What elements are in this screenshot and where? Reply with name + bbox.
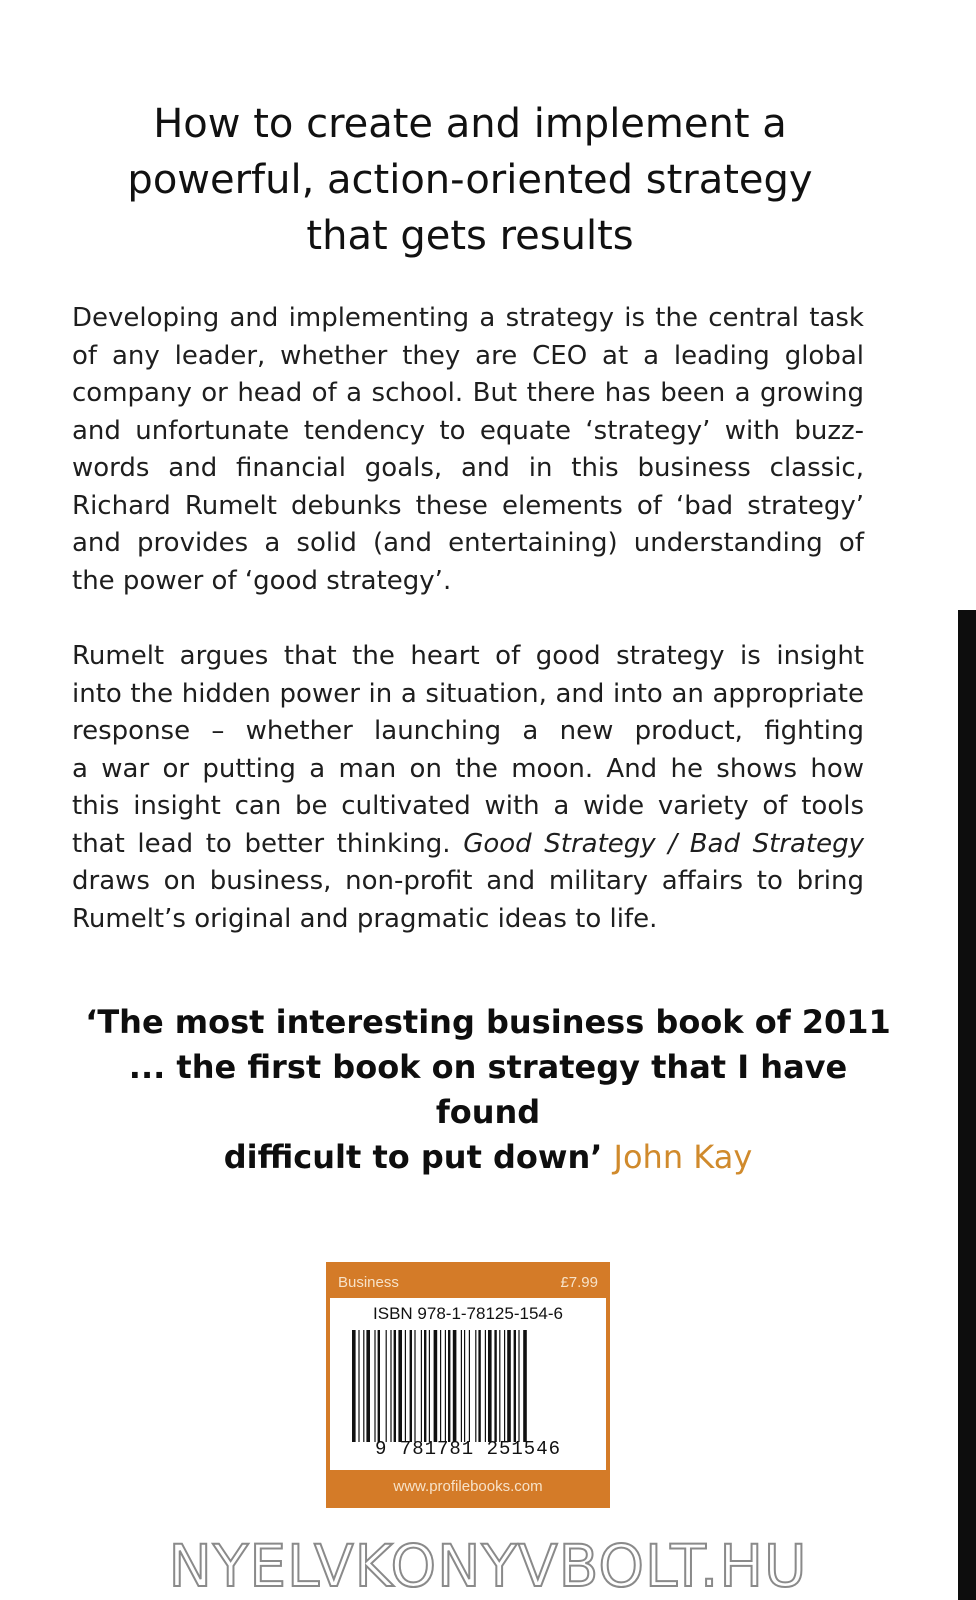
review-quote <box>72 1000 904 1180</box>
quote-text: difficult to put down’ <box>223 1138 603 1176</box>
barcode-header <box>330 1266 606 1298</box>
barcode-bar <box>453 1330 457 1442</box>
barcode-bar <box>475 1330 476 1442</box>
blurb-line: a war or putting a man on the moon. And he shows how <box>72 753 864 784</box>
barcode-bar <box>445 1330 446 1442</box>
blurb-paragraph-1 <box>72 300 864 600</box>
barcode-bar <box>461 1330 462 1442</box>
barcode-bar <box>523 1330 527 1442</box>
category-label: Business <box>338 1273 399 1291</box>
barcode-bar <box>514 1330 516 1442</box>
barcode-bar <box>494 1330 496 1442</box>
barcode-bars <box>350 1330 586 1442</box>
barcode-bar <box>410 1330 412 1442</box>
headline <box>90 96 850 264</box>
barcode-bar <box>358 1330 359 1442</box>
blurb-paragraph-2 <box>72 638 864 938</box>
barcode-bar <box>390 1330 391 1442</box>
barcode-bar <box>478 1330 480 1442</box>
barcode-bar <box>440 1330 441 1442</box>
barcode-bar <box>429 1330 430 1442</box>
blurb-line: into the hidden power in a situation, and into an appropriate <box>72 678 864 709</box>
barcode-bar <box>518 1330 519 1442</box>
barcode-bar <box>414 1330 415 1442</box>
blurb-line: Richard Rumelt debunks these elements of ‘bad strategy’ <box>72 490 864 521</box>
barcode-label <box>326 1262 610 1508</box>
blurb-line: and unfortunate tendency to equate ‘strategy’ with buzz- <box>72 415 864 446</box>
barcode-bar <box>405 1330 406 1442</box>
barcode-bar <box>352 1330 356 1442</box>
headline-line: powerful, action-oriented strategy <box>127 157 813 203</box>
barcode-bar <box>363 1330 364 1442</box>
blurb-line: draws on business, non-profit and military affairs to bring <box>72 866 864 896</box>
quote-author: John Kay <box>613 1138 753 1176</box>
barcode-bar <box>386 1330 387 1442</box>
barcode-bar <box>394 1330 396 1442</box>
blurb-line-with-title <box>72 826 864 864</box>
barcode-bar <box>398 1330 402 1442</box>
blurb-line: this insight can be cultivated with a wide variety of tools <box>72 791 864 821</box>
cover-edge <box>958 610 976 1600</box>
barcode-digits: 9 781781 251546 <box>374 1438 562 1460</box>
barcode-bar <box>424 1330 426 1442</box>
barcode-bar <box>366 1330 370 1442</box>
quote-line: ... the first book on strategy that I have found <box>128 1048 848 1131</box>
blurb-line: company or head of a school. But there has been a growing <box>72 378 864 408</box>
blurb-line: of any leader, whether they are CEO at a leading global <box>72 340 864 371</box>
barcode-bar <box>504 1330 505 1442</box>
blurb-line: Developing and implementing a strategy is the central task <box>72 303 864 333</box>
blurb-line: response – whether launching a new product, fighting <box>72 716 864 746</box>
barcode-bar <box>499 1330 500 1442</box>
barcode-bar <box>469 1330 470 1442</box>
blurb-text: that lead to better thinking. <box>72 828 451 859</box>
blurb-line: words and financial goals, and in this business classic, <box>72 453 864 483</box>
publisher-website: www.profilebooks.com <box>330 1470 606 1504</box>
barcode-bar <box>421 1330 422 1442</box>
barcode-bar <box>434 1330 438 1442</box>
barcode-bar <box>448 1330 450 1442</box>
watermark: NYELVKONYVBOLT.HU <box>168 1532 808 1600</box>
barcode-bar <box>378 1330 380 1442</box>
blurb-line: Rumelt argues that the heart of good strategy is insight <box>72 641 864 671</box>
barcode-bar <box>485 1330 486 1442</box>
isbn-text: ISBN 978-1-78125-154-6 <box>373 1304 563 1323</box>
barcode-bar <box>507 1330 511 1442</box>
price-label: £7.99 <box>560 1273 598 1291</box>
blurb-line: the power of ‘good strategy’. <box>72 565 452 596</box>
barcode-bar <box>464 1330 465 1442</box>
quote-line: ‘The most interesting business book of 2011 <box>85 1003 891 1041</box>
headline-line: that gets results <box>306 213 634 259</box>
quote-line-last <box>72 1135 904 1180</box>
headline-line: How to create and implement a <box>153 101 787 147</box>
barcode-bar <box>488 1330 492 1442</box>
blurb-line: Rumelt’s original and pragmatic ideas to life. <box>72 903 658 934</box>
blurb-line: and provides a solid (and entertaining) understanding of <box>72 528 864 558</box>
book-title: Good Strategy / Bad Strategy <box>463 828 864 859</box>
barcode-bar <box>374 1330 375 1442</box>
